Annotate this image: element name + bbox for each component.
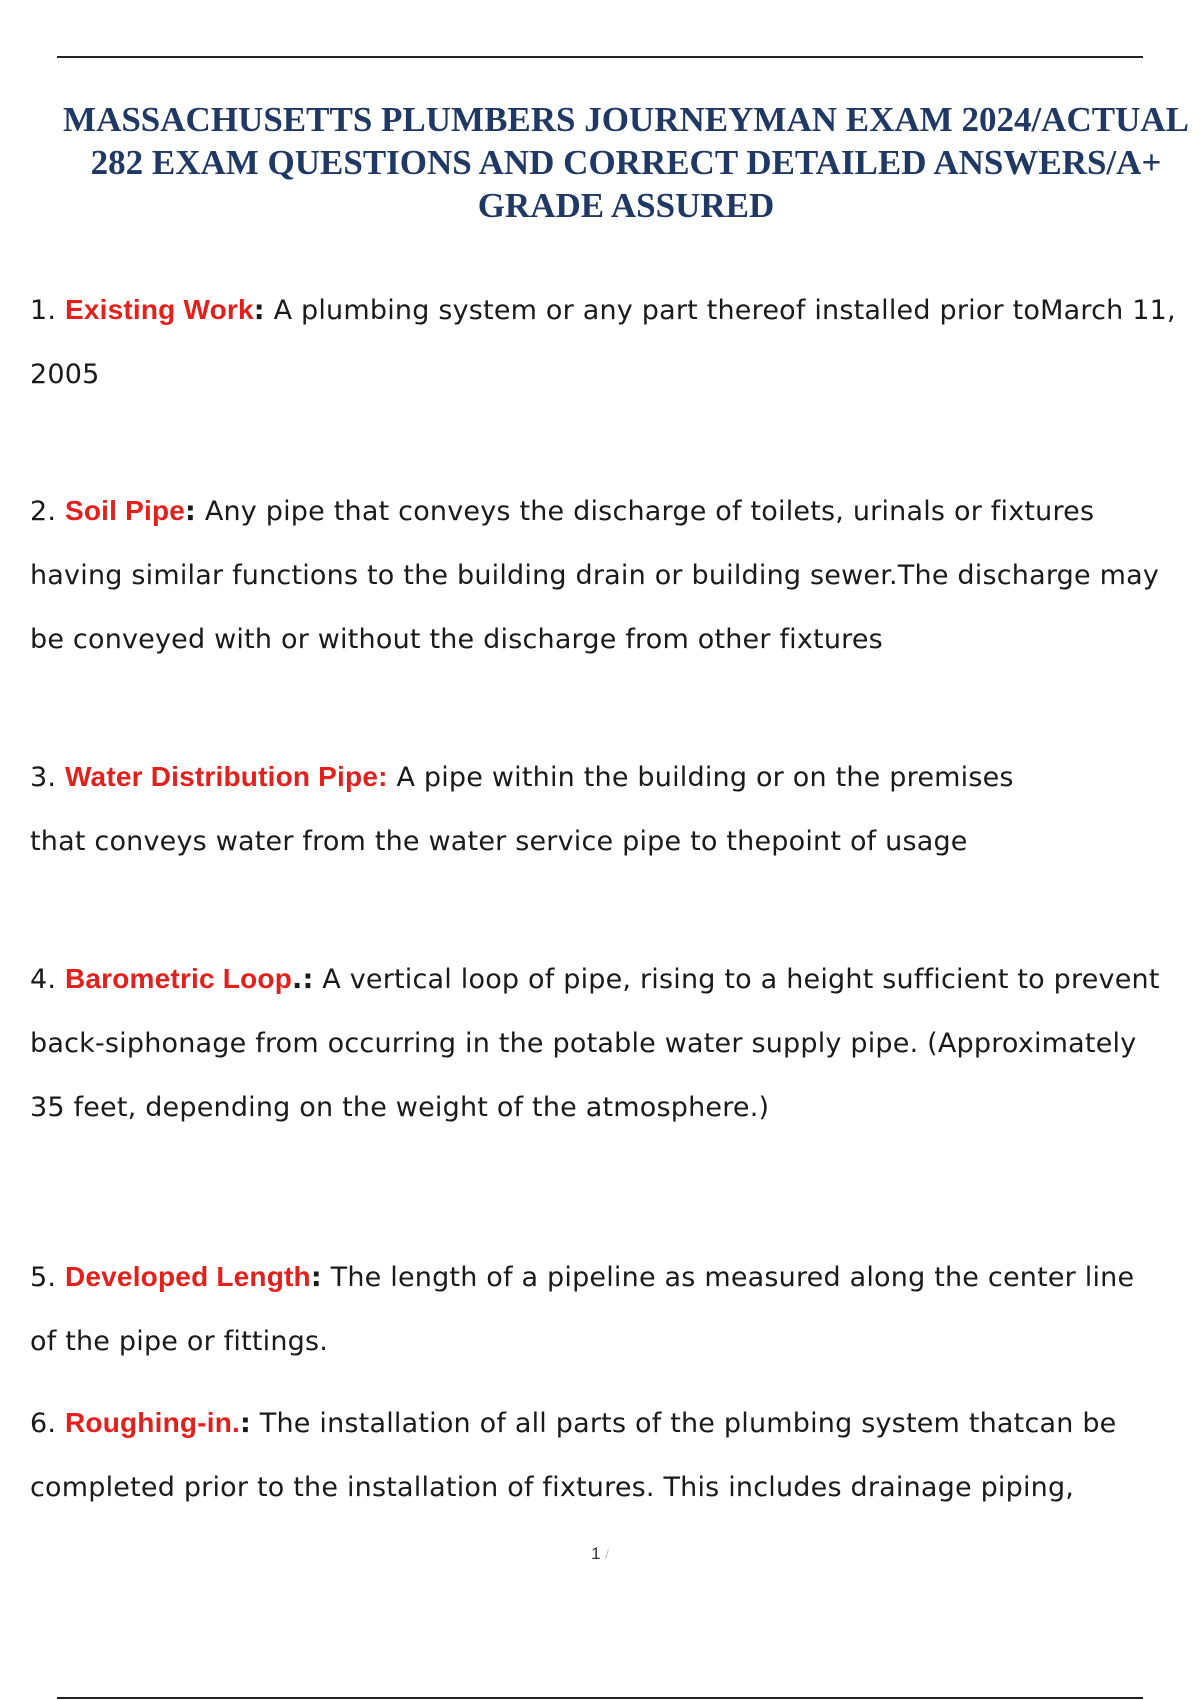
page-number-separator: / [605, 1547, 609, 1562]
term-separator: .: [292, 964, 314, 995]
entry-number: 5. [30, 1262, 57, 1293]
definition-entry-5 [30, 1245, 1200, 1374]
definition-text: The length of a pipeline as measured along the center line [330, 1262, 1135, 1293]
definition-entry-4 [30, 947, 1200, 1140]
entry-number: 4. [30, 964, 57, 995]
definition-text: A vertical loop of pipe, rising to a height sufficient to prevent [322, 964, 1160, 995]
term-separator: : [253, 295, 265, 326]
definition-text: The installation of all parts of the plumbing system thatcan be [259, 1408, 1117, 1439]
title-line-3: GRADE ASSURED [477, 186, 775, 225]
definition-continuation: 2005 [30, 359, 100, 390]
title-line-1: MASSACHUSETTS PLUMBERS JOURNEYMAN EXAM 2024/ACTUAL [63, 100, 1189, 139]
definition-first-line [30, 947, 1200, 1012]
document-title [20, 98, 1200, 227]
definition-continuation: be conveyed with or without the discharge from other fixtures [30, 624, 883, 655]
definition-term: Existing Work [64, 294, 254, 325]
definition-entry-3 [30, 745, 1200, 874]
definition-entry-1 [30, 278, 1200, 407]
entry-number: 1. [30, 295, 57, 326]
definition-first-line [30, 745, 1200, 810]
definition-term: Water Distribution Pipe: [64, 761, 388, 792]
definition-entry-2 [30, 479, 1200, 672]
definition-term: Roughing-in. [64, 1407, 240, 1438]
definition-text: A plumbing system or any part thereof installed prior toMarch 11, [273, 295, 1176, 326]
entry-number: 2. [30, 496, 57, 527]
definition-entry-6 [30, 1391, 1200, 1520]
page-number-value: 1 [591, 1544, 601, 1563]
definition-continuation: of the pipe or fittings. [30, 1326, 329, 1357]
definition-continuation: back-siphonage from occurring in the potable water supply pipe. (Approximately [30, 1028, 1137, 1059]
title-line-2: 282 EXAM QUESTIONS AND CORRECT DETAILED ANSWERS/A+ [90, 143, 1162, 182]
definition-first-line [30, 479, 1200, 544]
entry-number: 6. [30, 1408, 57, 1439]
definition-term: Soil Pipe [64, 495, 186, 526]
definition-continuation: completed prior to the installation of fixtures. This includes drainage piping, [30, 1472, 1075, 1503]
definition-text: Any pipe that conveys the discharge of toilets, urinals or fixtures [204, 496, 1095, 527]
definition-continuation: having similar functions to the building drain or building sewer.The discharge may [30, 560, 1160, 591]
definition-term: Barometric Loop [64, 963, 292, 994]
definition-continuation: 35 feet, depending on the weight of the atmosphere.) [30, 1092, 770, 1123]
term-separator: : [310, 1262, 322, 1293]
definition-first-line [30, 1391, 1200, 1456]
definition-continuation: that conveys water from the water service pipe to thepoint of usage [30, 826, 968, 857]
definition-first-line [30, 1245, 1200, 1310]
definition-first-line [30, 278, 1200, 343]
entry-number: 3. [30, 762, 57, 793]
term-separator: : [239, 1408, 251, 1439]
definition-text: A pipe within the building or on the premises [396, 762, 1014, 793]
page-number [0, 1544, 1200, 1564]
bottom-rule [57, 1697, 1143, 1699]
definition-term: Developed Length [64, 1261, 311, 1292]
term-separator: : [185, 496, 197, 527]
top-rule [57, 56, 1143, 58]
